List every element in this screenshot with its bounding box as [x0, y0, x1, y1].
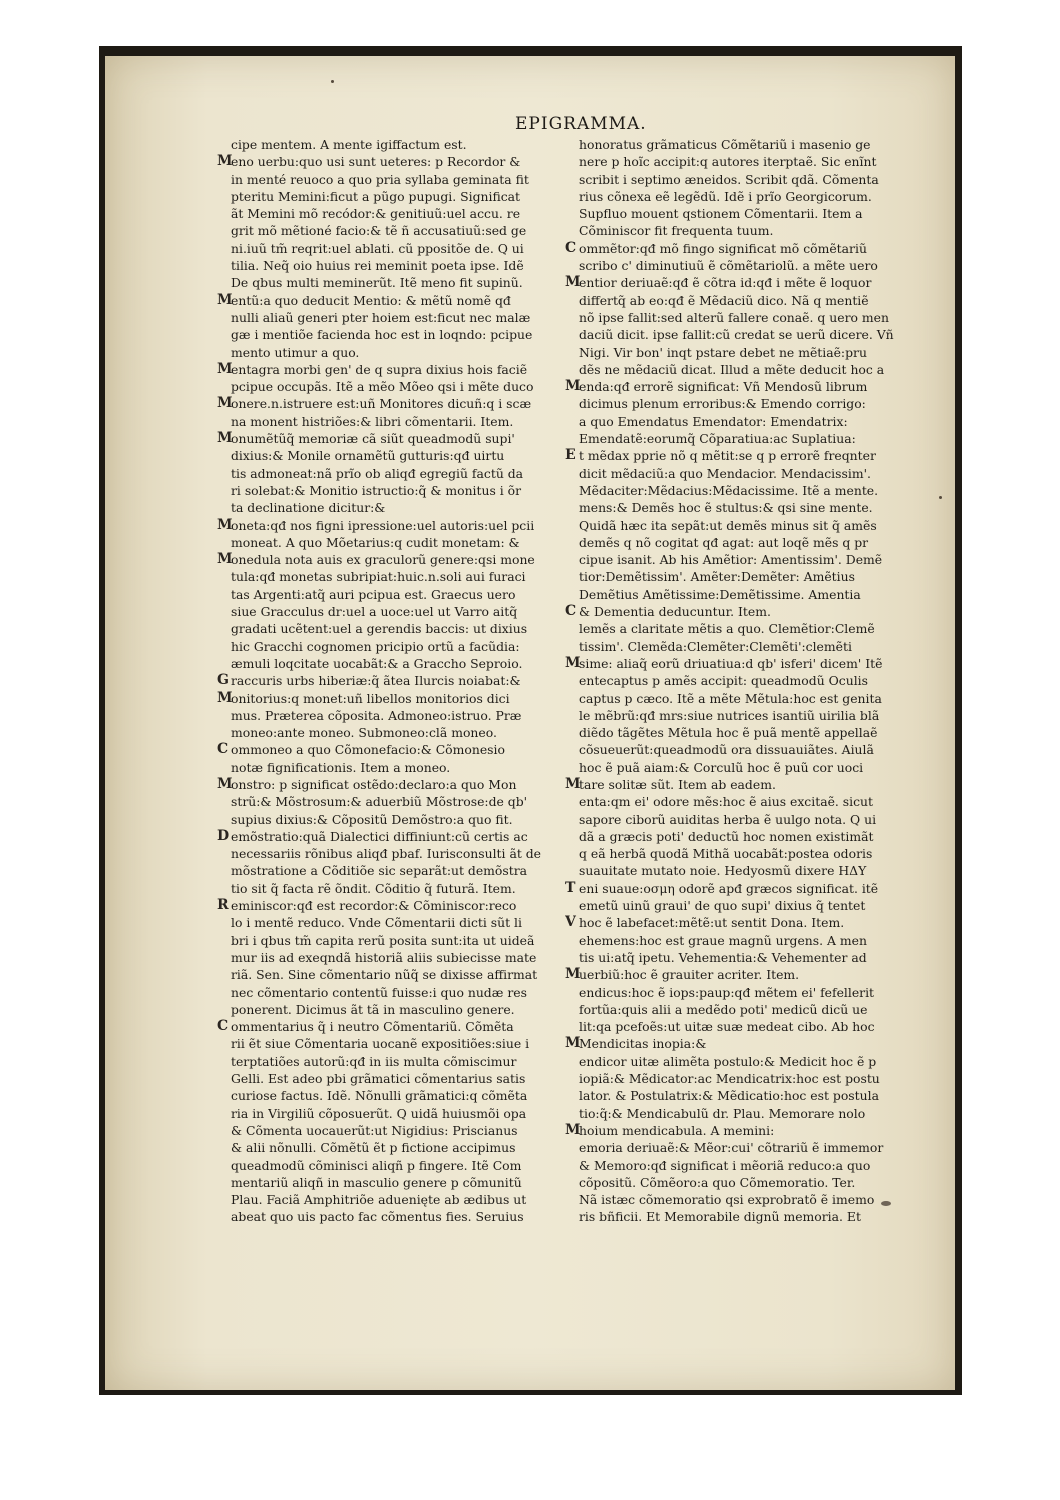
- text-line: onumẽtũq̃ memoriæ cã siũt queadmodũ supi': [231, 431, 515, 447]
- initial-letter: M: [565, 775, 581, 792]
- text-paragraph: [217, 136, 567, 153]
- text-line: mens:& Demẽs hoc ẽ stultus:& qsi sine mente.: [579, 500, 873, 516]
- ink-spot: [939, 496, 942, 499]
- initial-letter: D: [217, 827, 230, 844]
- text-line: & Cõmenta uocauerũt:ut Nigidius: Priscianus: [231, 1122, 518, 1138]
- text-line: ommentarius q̃ i neutro Cõmentariũ. Cõmẽta: [231, 1019, 514, 1035]
- text-line: rii ẽt siue Cõmentaria uocanẽ expositiões:siue i: [231, 1036, 530, 1052]
- text-line: mõstratione a Cõditiõe sic separãt:ut demõstra: [231, 863, 528, 879]
- text-line: emõstratio:quã Dialectici diffiniunt:cũ certis ac: [231, 828, 528, 844]
- initial-letter: C: [217, 741, 229, 758]
- text-line: siue Gracculus dr:uel a uoce:uel ut Varro aitq̃: [231, 604, 518, 620]
- text-line: riã. Sen. Sine cõmentario nũq̃ se dixisse affirmat: [231, 967, 538, 983]
- text-line: raccuris urbs hiberiæ:q̃ ãtea Ilurcis noiabat:&: [231, 673, 521, 689]
- text-paragraph: [217, 776, 567, 828]
- text-line: endicor uitæ alimẽta postulo:& Medicit hoc ẽ p: [579, 1053, 877, 1069]
- initial-letter: M: [217, 360, 233, 377]
- text-line: honoratus grãmaticus Cõmẽtariũ i masenio ge: [579, 137, 871, 152]
- text-paragraph: [217, 361, 567, 396]
- text-paragraph: [565, 274, 915, 378]
- text-paragraph: [217, 672, 567, 689]
- text-paragraph: [217, 897, 567, 1018]
- text-line: q eã herbã quodã Mithã uocabãt:postea odoris: [579, 846, 873, 862]
- text-line: mur iis ad exeqndã historiã aliis subiecisse mate: [231, 949, 537, 965]
- text-line: lit:qa pcefoẽs:ut uitæ suæ medeat cibo. Ab hoc: [579, 1019, 875, 1035]
- text-paragraph: [565, 776, 915, 880]
- text-line: lo i mentẽ reduco. Vnde Cõmentarii dicti sũt li: [231, 915, 522, 931]
- text-line: nere p hoĩc accipit:q autores iterptaẽ. Sic enĩnt: [579, 154, 877, 170]
- text-line: dicit mẽdaciũ:a quo Mendacior. Mendacissim'.: [579, 465, 871, 481]
- text-line: entũ:a quo deducit Mentio: & mẽtũ nomẽ qđ: [231, 292, 511, 308]
- text-line: Plau. Faciã Amphitriõe aduenięte ab ædibus ut: [231, 1192, 527, 1208]
- text-line: moneo:ante moneo. Submoneo:clã moneo.: [231, 725, 497, 741]
- text-line: a quo Emendatus Emendator: Emendatrix:: [579, 413, 848, 429]
- text-line: strũ:& Mõstrosum:& aduerbiũ Mõstrose:de qb': [231, 794, 528, 810]
- text-line: & Dementia deducuntur. Item.: [579, 604, 771, 620]
- text-line: tio sit q̃ facta rẽ õndit. Cõditio q̃ futurã. Item.: [231, 880, 516, 896]
- initial-letter: M: [217, 395, 233, 412]
- text-line: emetũ uinũ graui' de quo supi' dixius q̃ tentet: [579, 898, 866, 914]
- text-paragraph: [565, 914, 915, 966]
- initial-letter: M: [217, 153, 233, 170]
- text-line: mus. Præterea cõposita. Admoneo:istruo. Præ: [231, 707, 522, 723]
- text-line: dã a græcis poti' deductũ hoc nomen existimãt: [579, 828, 874, 844]
- text-paragraph: [217, 551, 567, 672]
- initial-letter: M: [217, 430, 233, 447]
- text-line: mentariũ aliqñ in masculio genere p cõmunitũ: [231, 1174, 522, 1190]
- text-line: onedula nota auis ex graculorũ genere:qsi mone: [231, 552, 535, 568]
- text-line: Mendicitas inopia:&: [579, 1036, 707, 1052]
- initial-letter: C: [217, 1018, 229, 1035]
- text-line: notæ fignificationis. Item a moneo.: [231, 759, 451, 775]
- text-line: sapore ciborũ auiditas herba ẽ uulgo nota. Q ui: [579, 811, 877, 827]
- text-line: eni suaue:οσμη odorẽ apđ græcos significat. itẽ: [579, 880, 879, 896]
- text-line: sime: aliaq̃ eorũ driuatiua:d qb' isferi' dicem' Itẽ: [579, 655, 883, 671]
- text-line: hoc ẽ puã aiam:& Corculũ hoc ẽ puũ cor uoci: [579, 759, 864, 775]
- text-line: dẽs ne mẽdaciũ dicat. Illud a mẽte deducit hoc a: [579, 361, 885, 377]
- text-line: ria in Virgiliũ cõposuerũt. Q uidã huiusmõi opa: [231, 1105, 527, 1121]
- text-line: cipe mentem. A mente igiffactum est.: [231, 137, 467, 152]
- text-line: oneta:qđ nos figni ipressione:uel autoris:uel pcii: [231, 517, 535, 533]
- text-line: Mẽdaciter:Mẽdacius:Mẽdacissime. Itẽ a mente.: [579, 482, 879, 498]
- text-line: cõsueuerũt:queadmodũ ora dissuauiãtes. Aiulã: [579, 742, 874, 758]
- text-line: fortũa:quis alii a medẽdo poti' medicũ dicũ ue: [579, 1001, 868, 1017]
- initial-letter: C: [565, 239, 577, 256]
- initial-letter: M: [217, 689, 233, 706]
- text-line: tilia. Neq̃ oio huius rei meminit poeta ipse. Idẽ: [231, 258, 524, 274]
- text-line: diẽdo tãgẽtes Mẽtula hoc ẽ puã mentẽ appellaẽ: [579, 725, 878, 741]
- text-line: hic Gracchi cognomen pricipio ortũ a facũdia:: [231, 638, 520, 654]
- text-line: supius dixius:& Cõpositũ Demõstro:a quo fit.: [231, 811, 513, 827]
- text-line: nec cõmentario contentũ fuisse:i quo nudæ res: [231, 984, 527, 1000]
- text-line: in menté reuoco a quo pria syllaba geminata fit: [231, 171, 529, 187]
- text-line: ni.iuũ tm̃ reqrit:uel ablati. cũ ppositõe de. Q ui: [231, 240, 524, 256]
- text-paragraph: [217, 1018, 567, 1226]
- text-line: curiose factus. Idẽ. Nõnulli grãmatici:q cõmẽta: [231, 1088, 528, 1104]
- initial-letter: M: [565, 378, 581, 395]
- initial-letter: T: [565, 879, 576, 896]
- manuscript-page: [105, 56, 955, 1390]
- text-line: bri i qbus tm̃ capita rerũ posita sunt:ita ut uideã: [231, 932, 535, 948]
- text-line: scribit i septimo æneidos. Scribit qdã. Cõmenta: [579, 171, 879, 187]
- text-line: queadmodũ cõminisci aliqñ p fingere. Itẽ Com: [231, 1157, 522, 1173]
- text-paragraph: [565, 136, 915, 240]
- text-line: na monent histriões:& libri cõmentarii. Item.: [231, 413, 514, 429]
- text-line: & alii nõnulli. Cõmẽtũ ẽt p fictione accipimus: [231, 1140, 516, 1156]
- text-line: nulli aliaũ generi pter hoiem est:ficut nec malæ: [231, 309, 531, 325]
- text-line: ehemens:hoc est graue magnũ urgens. A men: [579, 932, 867, 948]
- text-line: ris bñficii. Et Memorabile dignũ memoria. Et: [579, 1209, 861, 1225]
- text-paragraph: [217, 153, 567, 291]
- initial-letter: M: [217, 516, 233, 533]
- text-line: endicus:hoc ẽ iops:paup:qđ mẽtem ei' fefellerit: [579, 984, 875, 1000]
- text-paragraph: [217, 430, 567, 516]
- text-paragraph: [565, 240, 915, 275]
- text-line: differtq̃ ab eo:qđ ẽ Mẽdaciũ dico. Nã q mentiẽ: [579, 292, 869, 308]
- text-line: emoria deriuaẽ:& Mẽor:cui' cõtrariũ ẽ immemor: [579, 1140, 884, 1156]
- text-paragraph: [565, 447, 915, 603]
- text-line: tior:Demẽtissim'. Amẽter:Demẽter: Amẽtius: [579, 569, 855, 585]
- right-text-column: [565, 136, 915, 1296]
- text-line: daciũ dicit. ipse fallit:cũ credat se uerũ dicere. Vñ: [579, 327, 894, 343]
- text-line: cipue isanit. Ab his Amẽtior: Amentissim'. Demẽ: [579, 552, 883, 568]
- text-line: Nigi. Vir bon' inqt pstare debet ne mẽtiaẽ:pru: [579, 344, 867, 360]
- text-paragraph: [565, 1035, 915, 1121]
- text-line: cõpositũ. Cõmẽoro:a quo Cõmemoratio. Ter.: [579, 1174, 856, 1190]
- text-line: necessariis rõnibus aliqđ pbaf. Iurisconsulti ãt de: [231, 846, 542, 862]
- initial-letter: M: [565, 966, 581, 983]
- text-line: moneat. A quo Mõetarius:q cudit monetam: &: [231, 534, 520, 550]
- text-line: tissim'. Clemẽda:Clemẽter:Clemẽti':clemẽti: [579, 638, 852, 654]
- text-line: entecaptus p amẽs accipit: queadmodũ Oculis: [579, 673, 868, 689]
- text-line: entior deriuaẽ:qđ ẽ cõtra id:qđ i mẽte ẽ loquor: [579, 275, 872, 291]
- text-line: onstro: p significat ostẽdo:declaro:a quo Mon: [231, 776, 517, 792]
- text-paragraph: [217, 292, 567, 361]
- text-line: gradati ucẽtent:uel a gerendis baccis: ut dixius: [231, 621, 528, 637]
- text-line: captus p cæco. Itẽ a mẽte Mẽtula:hoc est genita: [579, 690, 882, 706]
- text-line: lator. & Postulatrix:& Mẽdicatio:hoc est postula: [579, 1088, 879, 1104]
- text-line: Nã istæc cõmemoratio qsi exprobratõ ẽ imemo: [579, 1192, 875, 1208]
- text-line: grit mõ mẽtioné facio:& tẽ ñ accusatiuũ:sed ge: [231, 223, 527, 239]
- text-line: scribo c' diminutiuũ ẽ cõmẽtariolũ. a mẽte uero: [579, 258, 878, 274]
- initial-letter: R: [217, 897, 229, 914]
- text-line: tio:q̃:& Mendicabulũ dr. Plau. Memorare nolo: [579, 1105, 866, 1121]
- text-paragraph: [565, 966, 915, 1035]
- text-line: tula:qđ monetas subripiat:huic.n.soli aui furaci: [231, 569, 526, 585]
- text-line: Gelli. Est adeo pbi grãmatici cõmentarius satis: [231, 1071, 526, 1087]
- initial-letter: M: [565, 1035, 581, 1052]
- text-line: suauitate mutato noie. Hedyosmũ dixere ΗΔΥ: [579, 863, 867, 879]
- text-line: ri solebat:& Monitio istructio:q̃ & monitus i õr: [231, 482, 522, 498]
- text-line: eno uerbu:quo usi sunt ueteres: p Recordor &: [231, 154, 521, 170]
- text-line: ta declinatione dicitur:&: [231, 500, 386, 516]
- text-line: dicimus plenum erroribus:& Emendo corrigo:: [579, 396, 866, 412]
- text-line: onitorius:q monet:uñ libellos monitorios dici: [231, 690, 510, 706]
- text-line: hoium mendicabula. A memini:: [579, 1122, 775, 1138]
- initial-letter: G: [217, 672, 229, 689]
- text-line: tis ui:atq̃ ipetu. Vehementia:& Vehementer ad: [579, 949, 867, 965]
- text-line: le mẽbrũ:qđ mrs:siue nutrices isantiũ uirilia blã: [579, 707, 880, 723]
- scanned-page-frame: [99, 46, 962, 1395]
- text-line: & Memoro:qđ significat i mẽoriã reduco:a quo: [579, 1157, 871, 1173]
- initial-letter: V: [565, 914, 576, 931]
- initial-letter: M: [217, 551, 233, 568]
- text-paragraph: [217, 395, 567, 430]
- text-line: æmuli loqcitate uocabãt:& a Graccho Seproio.: [231, 655, 523, 671]
- text-line: iopiã:& Mẽdicator:ac Mendicatrix:hoc est postu: [579, 1071, 880, 1087]
- text-line: terptatiões autorũ:qđ in iis multa cõmiscimur: [231, 1053, 517, 1069]
- text-line: Cõminiscor fit frequenta tuum.: [579, 223, 774, 239]
- text-line: lemẽs a claritate mẽtis a quo. Clemẽtior:Clemẽ: [579, 621, 875, 637]
- text-line: De qbus multi meminerũt. Itẽ meno fit supinũ.: [231, 275, 523, 291]
- ink-stain: [881, 1201, 891, 1206]
- text-line: entagra morbi gen' de q supra dixius hois faciẽ: [231, 361, 528, 377]
- initial-letter: M: [565, 654, 581, 671]
- text-line: Supfluo mouent qstionem Cõmentarii. Item a: [579, 206, 863, 222]
- text-paragraph: [217, 828, 567, 897]
- text-line: t mẽdax pprie nõ q mẽtit:se q p errorẽ freqnter: [579, 448, 876, 464]
- text-line: dixius:& Monile ornamẽtũ gutturis:qđ uirtu: [231, 448, 505, 464]
- ink-spot: [331, 80, 334, 83]
- text-line: enta:qm ei' odore mẽs:hoc ẽ aius excitaẽ. sicut: [579, 794, 874, 810]
- page-header-title: EPIGRAMMA.: [515, 114, 647, 134]
- text-line: Emendatẽ:eorumq̃ Cõparatiua:ac Suplatiua:: [579, 431, 856, 447]
- text-line: ommẽtor:qđ mõ fingo significat mõ cõmẽtariũ: [579, 240, 867, 256]
- text-line: nõ ipse fallit:sed alterũ fallere conaẽ. q uero men: [579, 309, 889, 325]
- text-line: enda:qđ errorẽ significat: Vñ Mendosũ librum: [579, 379, 868, 395]
- text-line: ommoneo a quo Cõmonefacio:& Cõmonesio: [231, 742, 505, 758]
- left-text-column: [217, 136, 567, 1296]
- text-line: onere.n.istruere est:uñ Monitores dicuñ:q i scæ: [231, 396, 532, 412]
- text-line: rius cõnexa eẽ legẽdũ. Idẽ i prĩo Georgicorum.: [579, 188, 872, 204]
- initial-letter: M: [565, 1121, 581, 1138]
- text-paragraph: [217, 517, 567, 552]
- text-line: tas Argenti:atq̃ auri pcipua est. Graecus uero: [231, 586, 516, 602]
- text-line: pcipue occupãs. Itẽ a mẽo Mõeo qsi i mẽte duco: [231, 379, 534, 395]
- text-line: demẽs q nõ cogitat qđ agat: aut loqẽ mẽs q pr: [579, 534, 869, 550]
- text-paragraph: [565, 655, 915, 776]
- initial-letter: M: [565, 274, 581, 291]
- text-line: Demẽtius Amẽtissime:Demẽtissime. Amentia: [579, 586, 861, 602]
- initial-letter: M: [217, 291, 233, 308]
- text-line: tare solitæ sũt. Item ab eadem.: [579, 776, 776, 792]
- text-paragraph: [565, 603, 915, 655]
- text-paragraph: [217, 741, 567, 776]
- initial-letter: C: [565, 603, 577, 620]
- text-paragraph: [565, 378, 915, 447]
- text-line: uerbiũ:hoc ẽ grauiter acriter. Item.: [579, 967, 800, 983]
- text-paragraph: [565, 880, 915, 915]
- text-line: pteritu Memini:ficut a pũgo pupugi. Significat: [231, 188, 521, 204]
- initial-letter: E: [565, 447, 576, 464]
- text-line: ponerent. Dicimus ãt tã in masculino genere.: [231, 1001, 515, 1017]
- text-paragraph: [217, 690, 567, 742]
- text-line: abeat quo uis pacto fac cõmentus fies. Seruius: [231, 1209, 524, 1225]
- text-line: tis admoneat:nã prĩo ob aliqđ egregiũ factũ da: [231, 465, 524, 481]
- text-line: ãt Memini mõ recódor:& genitiuũ:uel accu. re: [231, 206, 521, 222]
- text-line: hoc ẽ labefacet:mẽtẽ:ut sentit Dona. Item.: [579, 915, 845, 931]
- text-line: gæ i mentiõe facienda hoc est in loqndo: pcipue: [231, 327, 533, 343]
- text-line: eminiscor:qđ est recordor:& Cõminiscor:reco: [231, 898, 517, 914]
- text-line: mento utimur a quo.: [231, 344, 360, 360]
- text-line: Quidã hæc ita sepãt:ut demẽs minus sit q̃ amẽs: [579, 517, 877, 533]
- initial-letter: M: [217, 775, 233, 792]
- text-paragraph: [565, 1122, 915, 1226]
